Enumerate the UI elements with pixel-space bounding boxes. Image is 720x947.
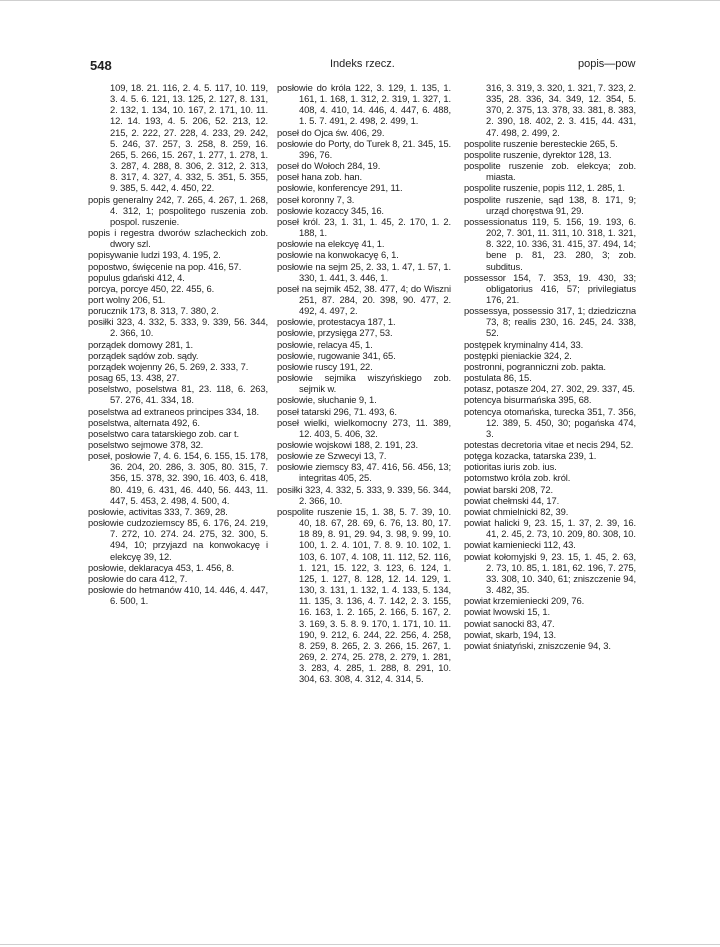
index-entry: potęga kozacka, tatarska 239, 1.	[464, 450, 597, 462]
index-entry: potioritas iuris zob. ius.	[464, 461, 557, 473]
index-entry: poseł hana zob. han.	[277, 171, 363, 183]
index-entry: pospolite ruszenie, sąd 138, 8. 171, 9; urząd choręstwa 91, 29.	[464, 193, 636, 216]
index-entry: porucznik 173, 8. 313, 7. 380, 2.	[88, 305, 219, 317]
index-column-right	[464, 82, 636, 651]
index-entry: powiat barski 208, 72.	[464, 483, 554, 495]
index-entry: posłowie do hetmanów 410, 14. 446, 4. 447, 6. 500, 1.	[88, 584, 268, 607]
index-entry: posłowie ziemscy 83, 47. 416, 56. 456, 13; integritas 405, 25.	[277, 461, 451, 484]
index-entry: powiat kołomyjski 9, 23. 15, 1. 45, 2. 63, 2. 73, 10. 85, 1. 181, 62. 196, 7. 275, 33. 308, 10. 340, 61; zniszczenie 94, 3. 482, 35.	[464, 550, 636, 596]
index-column-middle	[277, 82, 451, 684]
index-entry: poseł koronny 7, 3.	[277, 193, 355, 205]
bottom-scan-edge	[0, 944, 720, 945]
index-entry: possessya, possessio 317, 1; dziedziczna 73, 8; realis 230, 16. 245, 24. 338, 52.	[464, 305, 636, 339]
index-entry: powiat śniatyński, zniszczenie 94, 3.	[464, 639, 611, 651]
top-scan-edge	[0, 0, 720, 1]
index-entry: poseł wielki, wielkomocny 273, 11. 389, 12. 403, 5. 406, 32.	[277, 416, 451, 439]
index-entry: poselstwa ad extraneos principes 334, 18.	[88, 405, 260, 417]
index-entry: poseł do Wołoch 284, 19.	[277, 160, 381, 172]
index-entry: porządek wojenny 26, 5. 269, 2. 333, 7.	[88, 360, 249, 372]
index-entry: potestas decretoria vitae et necis 294, 52.	[464, 439, 634, 450]
index-entry: 316, 3. 319, 3. 320, 1. 321, 7. 323, 2. 335, 28. 336, 34. 349, 12. 354, 5. 370, 2. 375, 13. 378, 33. 381, 8. 383, 2. 390, 18. 402, 2. 3. 415, 44. 431, 47. 498, 2. 499, 2.	[486, 82, 636, 138]
index-entry: postępek kryminalny 414, 33.	[464, 338, 584, 350]
index-entry: posiłki 323, 4. 332, 5. 333, 9. 339, 56. 344, 2. 366, 10.	[277, 483, 451, 506]
index-entry: posłowie, relacya 45, 1.	[277, 338, 373, 350]
index-entry: posłowie do Porty, do Turek 8, 21. 345, 15. 396, 76.	[277, 137, 451, 160]
index-entry: posłowie, deklaracya 453, 1. 456, 8.	[88, 561, 234, 573]
index-entry: powiat chmielnicki 82, 39.	[464, 505, 569, 517]
index-entry: pospolite ruszenie, dyrektor 128, 13.	[464, 148, 612, 160]
index-entry: posłowie wojskowi 188, 2. 191, 23.	[277, 439, 418, 450]
index-entry: powiat lwowski 15, 1.	[464, 606, 550, 618]
index-entry: posiłki 323, 4. 332, 5. 333, 9. 339, 56. 344, 2. 366, 10.	[88, 316, 268, 339]
index-entry: posłowie cudzoziemscy 85, 6. 176, 24. 219, 7. 272, 10. 274. 24. 275, 32. 300, 5. 494, 10; przyjazd na konwokacyę i elekcyę 39, 12.	[88, 517, 268, 562]
index-entry: poselstwa, alternata 492, 6.	[88, 416, 200, 428]
page-number: 548	[90, 58, 112, 73]
page-title: Indeks rzecz.	[330, 58, 395, 70]
index-entry: poseł tatarski 296, 71. 493, 6.	[277, 405, 397, 417]
index-entry: posłowie do cara 412, 7.	[88, 572, 188, 584]
index-entry: possessionatus 119, 5. 156, 19. 193, 6. 202, 7. 301, 11. 311, 10. 318, 1. 321, 8. 322, 10. 336, 31. 415, 37. 494, 14; bene p. 81, 23. 280, 3; zob. subditus.	[464, 215, 636, 272]
index-entry: posłowie na elekcyę 41, 1.	[277, 238, 385, 250]
index-entry: powiat sanocki 83, 47.	[464, 617, 555, 629]
index-entry: posag 65, 13. 438, 27.	[88, 372, 180, 384]
index-entry: powiat, skarb, 194, 13.	[464, 628, 557, 640]
index-entry: pospolite ruszenie 15, 1. 38, 5. 7. 39, 10. 40, 18. 67, 28. 69, 6. 76, 13. 80, 17. 18 89, 8. 91, 29. 94, 3. 98, 9. 99, 10. 100, 1. 2. 4. 101, 7. 8. 9. 10. 102, 1. 103, 6. 107, 4. 108, 11. 112, 52. 116, 1. 121, 15. 122, 3. 123, 6. 124, 1. 125, 1. 127, 8. 128, 12. 14. 129, 1. 130, 3. 131, 1. 132, 1. 4. 133, 5. 134, 11. 135, 3. 136, 4. 7. 142, 2. 3. 155, 16. 163, 1. 2. 165, 2. 166, 5. 167, 2. 3. 169, 3. 5. 8. 9. 170, 1. 171, 10. 11. 190, 9. 212, 6. 244, 22. 256, 4. 258, 8. 259, 8. 265, 2. 3. 266, 15. 267, 1. 269, 2. 274, 25. 278, 2. 279, 1. 281, 3. 283, 4. 285, 1. 288, 8. 291, 10. 304, 63. 308, 4. 312, 4. 314, 5.	[277, 505, 451, 685]
index-entry: potomstwo króla zob. król.	[464, 472, 571, 484]
index-entry: possessor 154, 7. 353, 19. 430, 33; obligatorius 416, 57; privilegiatus 176, 21.	[464, 271, 636, 305]
index-entry: porządek sądów zob. sądy.	[88, 349, 199, 361]
index-entry: posłowie, activitas 333, 7. 369, 28.	[88, 505, 228, 517]
index-entry: pospolite ruszenie beresteckie 265, 5.	[464, 137, 618, 149]
index-entry: 109, 18. 21. 116, 2. 4. 5. 117, 10. 119, 3. 4. 5. 6. 121, 13. 125, 2. 127, 8. 131, 2. 132, 1. 134, 10. 167, 2. 171, 10. 11. 12. 14. 193, 4. 5. 206, 52. 213, 12. 215, 2. 222, 27. 228, 4. 233, 29. 242, 5. 246, 37. 257, 3. 258, 8. 259, 16. 265, 5. 266, 15. 267, 1. 277, 1. 278, 1. 3. 287, 4. 288, 8. 306, 2. 312, 2. 313, 8. 317, 4. 327, 4. 332, 5. 351, 5. 355, 9. 385, 5. 442, 4. 450, 22.	[110, 82, 268, 194]
index-entry: poseł król. 23, 1. 31, 1. 45, 2. 170, 1. 2. 188, 1.	[277, 215, 451, 239]
index-entry: postulata 86, 15.	[464, 372, 532, 384]
index-entry: posłowie, słuchanie 9, 1.	[277, 394, 377, 406]
index-entry: potencya bisurmańska 395, 68.	[464, 394, 592, 406]
index-entry: powiat kamieniecki 112, 43.	[464, 539, 576, 551]
index-entry: potasz, potasze 204, 27. 302, 29. 337, 45.	[464, 383, 635, 395]
index-entry: poselstwo, poselstwa 81, 23. 118, 6. 263, 57. 276, 41. 334, 18.	[88, 383, 268, 406]
index-entry: posłowie ze Szwecyi 13, 7.	[277, 450, 387, 462]
index-entry: powiat krzemieniecki 209, 76.	[464, 595, 585, 607]
index-entry: powiat halicki 9, 23. 15, 1. 37, 2. 39, 16. 41, 2. 45, 2. 73, 10. 209, 80. 308, 10.	[464, 517, 636, 540]
index-entry: poselstwo cara tatarskiego zob. car t.	[88, 427, 239, 439]
index-entry: posłowie sejmika wiszyńskiego zob. sejmik w.	[277, 372, 451, 395]
index-entry: pospolite ruszenie, popis 112, 1. 285, 1.	[464, 182, 625, 194]
index-entry: posłowie kozaccy 345, 16.	[277, 204, 384, 216]
index-entry: poseł, posłowie 7, 4. 6. 154, 6. 155, 15. 178, 36. 204, 20. 286, 3. 305, 80. 315, 7. 356, 15. 378, 32. 390, 16. 403, 6. 418, 80. 419, 6. 431, 46. 440, 56. 443, 11. 447, 5. 453, 2. 498, 4. 500, 4.	[88, 450, 268, 506]
index-entry: posłowie ruscy 191, 22.	[277, 360, 373, 372]
index-entry: populus gdański 412, 4.	[88, 271, 185, 283]
index-entry: posłowie, przysięga 277, 53.	[277, 327, 393, 339]
index-entry: poselstwo sejmowe 378, 32.	[88, 439, 204, 450]
index-entry: popisywanie ludzi 193, 4. 195, 2.	[88, 249, 221, 261]
index-entry: porcya, porcye 450, 22. 455, 6.	[88, 282, 215, 294]
index-entry: posłowie na sejm 25, 2. 33, 1. 47, 1. 57, 1. 330, 1. 441, 3. 446, 1.	[277, 260, 451, 283]
index-entry: potencya otomańska, turecka 351, 7. 356, 12. 389, 5. 450, 30; pogańska 474, 3.	[464, 405, 636, 439]
index-entry: postronni, pogranniczni zob. pakta.	[464, 360, 606, 372]
index-entry: porządek domowy 281, 1.	[88, 338, 194, 350]
index-entry: powiat chełmski 44, 17.	[464, 494, 560, 506]
index-entry: poseł do Ojca św. 406, 29.	[277, 126, 385, 138]
index-entry: port wolny 206, 51.	[88, 293, 166, 305]
index-entry: pospolite ruszenie zob. elekcya; zob. miasta.	[464, 160, 636, 183]
index-column-left	[88, 82, 268, 606]
index-entry: postępki pieniackie 324, 2.	[464, 349, 572, 361]
index-entry: poseł na sejmik 452, 38. 477, 4; do Wiszni 251, 87. 284, 20. 398, 90. 477, 2. 492, 4. 497, 2.	[277, 282, 451, 317]
index-entry: posłowie, konferencye 291, 11.	[277, 182, 403, 194]
running-head: popis—pow	[578, 58, 636, 70]
index-entry: popostwo, święcenie na pop. 416, 57.	[88, 260, 242, 272]
index-entry: posłowie, protestacya 187, 1.	[277, 316, 396, 328]
index-entry: posłowie na konwokacyę 6, 1.	[277, 249, 399, 261]
index-entry: popis generalny 242, 7. 265, 4. 267, 1. 268, 4. 312, 1; pospolitego ruszenia zob. pospol. ruszenie.	[88, 193, 268, 227]
index-entry: posłowie, rugowanie 341, 65.	[277, 349, 396, 361]
index-entry: popis i regestra dworów szlacheckich zob. dwory szl.	[88, 227, 268, 250]
index-entry: posłowie do króla 122, 3. 129, 1. 135, 1. 161, 1. 168, 1. 312, 2. 319, 1. 327, 1. 408, 4. 410, 14. 446, 4. 447, 6. 488, 1. 5. 7. 491, 2. 498, 2. 499, 1.	[277, 82, 451, 127]
